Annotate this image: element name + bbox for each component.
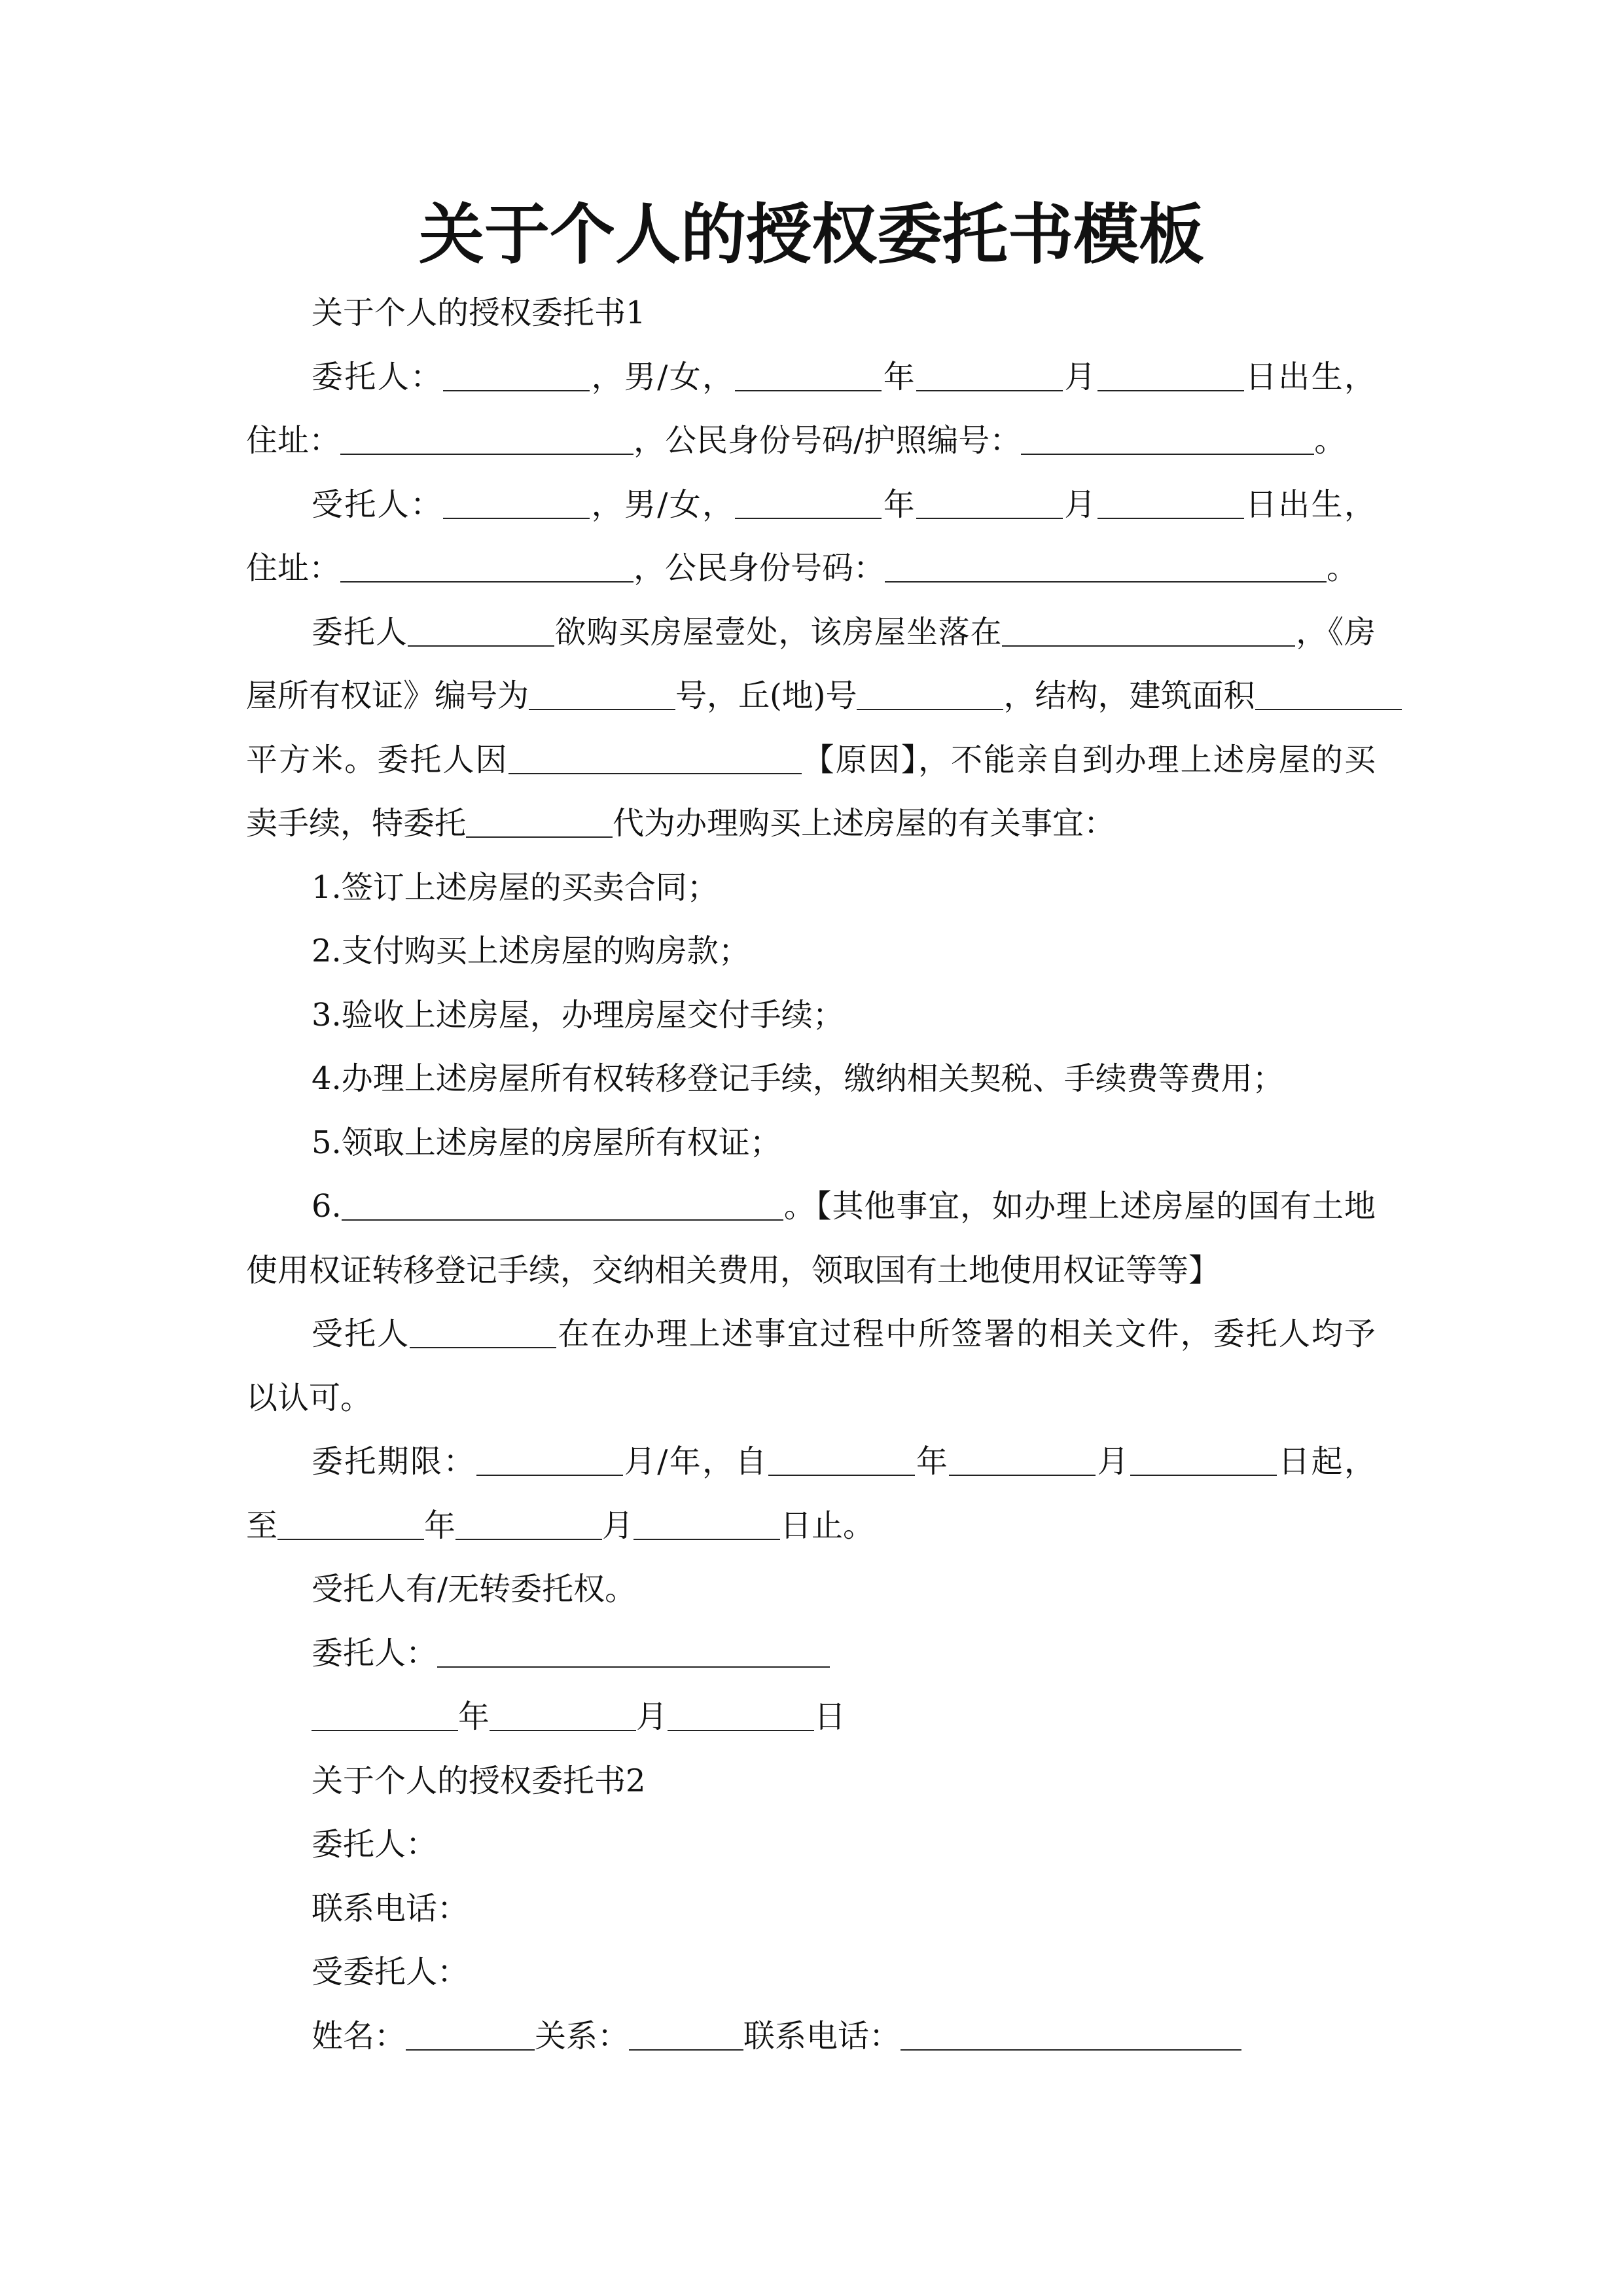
text-segment: 月/年，自 [622,1443,768,1480]
text-segment: 年 [914,1443,950,1480]
fill-in-blank[interactable] [885,541,1327,583]
text-segment: 日出生， [1243,358,1376,395]
text-segment: 关系： [535,2017,630,2054]
text-segment: 委托人 [312,613,408,651]
text-segment: 年 [424,1507,456,1544]
text-line [246,728,1376,793]
text-line [246,920,1376,984]
fill-in-blank[interactable] [633,1498,780,1540]
fill-in-blank[interactable] [277,1498,424,1540]
text-segment: ，公民身份号码： [633,550,885,586]
text-line [246,1558,1376,1622]
text-segment: 委托人： [312,358,444,395]
fill-in-blank[interactable] [916,350,1063,391]
text-line [246,2005,1376,2069]
fill-in-blank[interactable] [443,477,590,519]
text-segment: 5.领取上述房屋的房屋所有权证； [312,1124,781,1161]
text-segment: 代为办理购买上述房屋的有关事宜： [613,805,1116,842]
text-segment: 月 [1063,486,1097,523]
text-segment: 卖手续，特委托 [246,805,467,842]
fill-in-blank[interactable] [410,1306,556,1348]
fill-in-blank[interactable] [735,477,882,519]
text-segment: 委托人： [312,1826,438,1863]
fill-in-blank[interactable] [916,477,1063,519]
fill-in-blank[interactable] [1097,350,1244,391]
fill-in-blank[interactable] [340,413,633,455]
text-line [246,856,1376,920]
text-line [246,1494,1376,1558]
text-line [246,792,1376,856]
text-segment: 2.支付购买上述房屋的购房款； [312,933,750,969]
fill-in-blank[interactable] [768,1434,915,1476]
text-line [246,281,1376,346]
fill-in-blank[interactable] [735,350,882,391]
text-segment: ，男/女， [590,486,736,523]
text-line [246,1239,1376,1303]
text-line [246,473,1376,537]
fill-in-blank[interactable] [408,605,554,647]
text-segment: 联系电话： [312,1890,469,1927]
fill-in-blank[interactable] [443,350,590,391]
text-line [246,1367,1376,1431]
text-segment: 姓名： [312,2017,406,2054]
text-segment: 3.验收上述房屋，办理房屋交付手续； [312,996,844,1033]
fill-in-blank[interactable] [312,1689,458,1731]
text-segment: 日 [814,1698,846,1735]
text-line [246,984,1376,1048]
text-segment: 以认可。 [246,1379,372,1416]
text-segment: 使用权证转移登记手续，交纳相关费用，领取国有土地使用权证等等】 [246,1251,1221,1289]
text-segment: 年 [458,1698,490,1735]
text-line [246,1175,1376,1239]
text-segment: 月 [1096,1443,1130,1480]
text-segment: 月 [602,1507,634,1544]
text-segment: 。 [1327,550,1359,586]
text-segment: ，《房 [1295,613,1376,651]
text-segment: 关于个人的授权委托书1 [312,295,646,331]
text-segment: 日出生， [1243,486,1376,523]
text-line [246,1749,1376,1814]
fill-in-blank[interactable] [949,1434,1096,1476]
text-segment: 【原因】，不能亲自到办理上述房屋的买 [801,741,1376,778]
text-segment: 委托期限： [312,1443,476,1480]
fill-in-blank[interactable] [490,1689,636,1731]
text-segment: 日起， [1276,1443,1376,1480]
text-line [246,601,1376,665]
text-segment: 联系电话： [743,2017,901,2054]
text-segment: 受托人有/无转委托权。 [312,1571,637,1607]
fill-in-blank[interactable] [1255,668,1402,710]
fill-in-blank[interactable] [1097,477,1244,519]
fill-in-blank[interactable] [668,1689,814,1731]
text-line [246,537,1376,601]
fill-in-blank[interactable] [857,668,1003,710]
text-line [246,409,1376,473]
text-line [246,346,1376,410]
fill-in-blank[interactable] [1021,413,1314,455]
text-line [246,664,1376,728]
text-line [246,1622,1376,1686]
text-segment: 月 [1063,358,1097,395]
document-title: 关于个人的授权委托书模板 [419,196,1204,273]
text-segment: 6. [312,1188,342,1225]
text-segment: 在在办理上述事宜过程中所签署的相关文件，委托人均予 [556,1316,1376,1352]
text-segment: 平方米。委托人因 [246,741,508,778]
fill-in-blank[interactable] [455,1498,602,1540]
fill-in-blank[interactable] [901,2009,1241,2051]
text-line [246,1047,1376,1111]
text-segment: ，公民身份号码/护照编号： [633,422,1022,459]
document-body [246,281,1376,2068]
text-line [246,1111,1376,1175]
fill-in-blank[interactable] [1130,1434,1277,1476]
fill-in-blank[interactable] [437,1626,830,1668]
text-segment: 。【其他事宜，如办理上述房屋的国有土地 [783,1188,1376,1225]
text-line [246,1813,1376,1877]
text-segment: ，结构，建筑面积 [1003,677,1255,714]
fill-in-blank[interactable] [406,2009,535,2051]
text-line [246,1877,1376,1941]
fill-in-blank[interactable] [340,541,633,583]
fill-in-blank[interactable] [629,2009,743,2051]
fill-in-blank[interactable] [466,796,613,838]
text-line [246,1302,1376,1367]
text-segment: 月 [636,1698,668,1735]
text-segment: 住址： [246,422,341,459]
text-segment: 住址： [246,550,341,586]
text-segment: 欲购买房屋壹处，该房屋坐落在 [554,613,1003,651]
text-segment: ，男/女， [590,358,736,395]
fill-in-blank[interactable] [342,1179,783,1221]
text-segment: 年 [882,486,917,523]
text-segment: 受委托人： [312,1954,469,1990]
text-line [246,1685,1376,1749]
fill-in-blank[interactable] [529,668,675,710]
text-segment: 4.办理上述房屋所有权转移登记手续，缴纳相关契税、手续费等费用； [312,1060,1284,1097]
text-segment: 号，丘(地)号 [675,677,857,714]
text-segment: 。 [1314,422,1346,459]
fill-in-blank[interactable] [1002,605,1295,647]
text-segment: 委托人： [312,1634,438,1672]
text-segment: 日止。 [780,1507,875,1544]
text-segment: 1.签订上述房屋的买卖合同； [312,869,719,906]
text-line [246,1941,1376,2005]
fill-in-blank[interactable] [508,732,802,774]
text-segment: 年 [882,358,917,395]
text-segment: 关于个人的授权委托书2 [312,1762,646,1799]
text-segment: 受托人： [312,486,444,523]
text-segment: 受托人 [312,1316,410,1352]
text-line [246,1430,1376,1494]
fill-in-blank[interactable] [476,1434,623,1476]
text-segment: 至 [246,1507,278,1544]
text-segment: 屋所有权证》编号为 [246,677,529,714]
